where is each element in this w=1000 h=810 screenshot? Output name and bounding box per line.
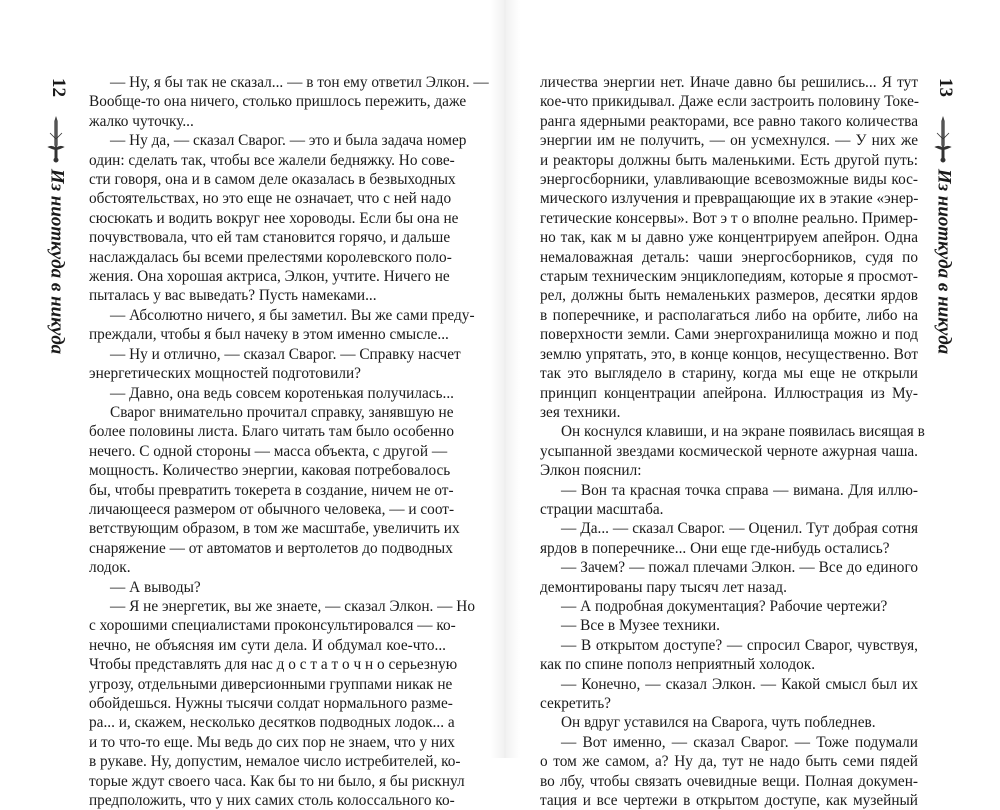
text-line: гетические консервы». Вот э т о вполне реально. Пример- [540, 209, 918, 227]
text-line: предположить, что у них самих столь колоссального ко- [89, 792, 455, 810]
text-line: личества энергии нет. Иначе давно бы решились... Я тут [540, 74, 918, 91]
text-line: и то что-то еще. Мы ведь до сих пор не знаем, что у них [89, 733, 455, 751]
text-line: — Ну да, — сказал Сварог. — это и была задача номер [110, 132, 467, 150]
text-line: — Зачем? — пожал плечами Элкон. — Все до единого [561, 559, 918, 577]
text-line: — Давно, она ведь совсем коротенькая получилась... [110, 384, 454, 402]
text-line: личающееся размером от обычного человека, — и соот- [89, 500, 455, 518]
text-line: — А подробная документация? Рабочие чертежи? [561, 597, 888, 615]
text-line: сти говоря, она и в самом деле оказалась в безвыходных [89, 171, 456, 189]
text-line: лодок. [89, 559, 131, 577]
text-line: почувствовала, что ей там становится горячо, и дальше [89, 229, 451, 247]
text-line: Сварог внимательно прочитал справку, занявшую не [110, 403, 454, 421]
text-line: кое-что прикидывал. Даже если застроить половину Токе- [540, 93, 919, 111]
text-line: обойдешься. Нужны тысячи солдат нормального разме- [89, 695, 453, 712]
text-line: тация и все чертежи в открытом доступе, как музейный [540, 792, 918, 810]
text-line: один: сделать так, чтобы все жалели бедняжку. Но сове- [89, 151, 455, 169]
text-line: ярдов в поперечнике... Они еще где-нибудь остались? [540, 539, 890, 557]
text-line: рел, должны быть немаленьких размеров, десятки ярдов [540, 287, 918, 305]
right-page-number: 13 [935, 78, 956, 97]
text-line: — Абсолютно ничего, я бы заметил. Вы же сами преду- [110, 306, 475, 324]
text-line: о том же самом, а? Ну да, тут не надо быть семи пядей [540, 753, 918, 771]
text-line: зея техники. [540, 403, 621, 421]
text-line: страции масштаба. [540, 500, 664, 518]
text-line: энергии им не получить, — он усмехнулся. — У них же [540, 132, 918, 150]
text-line: нечего. С одной стороны — масса объекта, с другой — [89, 442, 448, 460]
text-line: пыталась у вас выведать? Пусть намеками... [89, 287, 377, 305]
left-running-head: Из ниоткуда в никуда [46, 168, 68, 355]
gutter-shadow [490, 0, 520, 758]
text-line: бы, чтобы превратить токерета в создание, ничем не от- [89, 481, 454, 499]
text-line: энергосборники, улавливающие всевозможные виды кос- [540, 171, 918, 189]
text-line: секретить? [540, 695, 611, 712]
left-page-text [89, 73, 489, 810]
text-line: снаряжение — от автоматов и вертолетов до подводных [89, 539, 453, 557]
text-line: мощность. Количество энергии, каковая потребовалось [89, 462, 451, 480]
text-line: обстоятельствах, но это еще не означает, что с ней надо [89, 190, 452, 208]
text-line: — Все в Музее техники. [561, 617, 721, 635]
text-line: землю упрятать, это, в конце концов, несущественно. Вот [540, 345, 918, 363]
text-line: Элкон пояснил: [540, 462, 642, 480]
text-line: торые ждут своего часа. Как бы то ни было, я бы рискнул [89, 772, 465, 790]
text-line: так это выглядело в старину, когда мы еще не открыли [540, 365, 918, 383]
text-line: — Я не энергетик, вы же знаете, — сказал Элкон. — Но [110, 597, 475, 615]
text-line: Он коснулся клавиши, и на экране появилась висящая в [561, 423, 925, 441]
text-line: жения. Она хорошая актриса, Элкон, учтите. Ничего не [89, 268, 450, 286]
text-line: усыпанной звездами космической черноте ажурная чаша. [540, 442, 918, 460]
text-line: с хорошими специалистами проконсультировался — ко- [89, 617, 456, 635]
text-line: принцип концентрации апейрона. Иллюстрация из Му- [540, 384, 918, 402]
text-line: Вообще-то она ничего, столько пришлось пережить, даже [89, 93, 467, 111]
text-line: сюсюкать и водить вокруг нее хороводы. Если бы она не [89, 209, 459, 227]
text-line: — Ну, я бы так не сказал... — в тон ему ответил Элкон. — [110, 74, 489, 91]
text-line: демонтированы пару тысяч лет назад. [540, 578, 787, 596]
right-page-text [540, 73, 925, 810]
text-line: нечно, не объясняя им сути дела. И обдумал кое-что... [89, 636, 446, 654]
text-line: ра... и, скажем, несколько десятков подводных лодок... а [89, 714, 455, 732]
text-line: — Вон та красная точка справа — вимана. Для иллю- [561, 481, 918, 499]
right-sword-ornament-icon [932, 115, 954, 163]
text-line: но так, как м ы давно уже концентрируем апейрон. Одна [540, 229, 918, 247]
text-line: более половины листа. Благо читать там было особенно [89, 423, 454, 441]
text-line: — А выводы? [110, 578, 201, 596]
text-line: во лбу, чтобы связать очевидные вещи. Полная докумен- [540, 772, 918, 790]
text-line: — Ну и отлично, — сказал Сварог. — Справку насчет [110, 345, 461, 363]
text-line: наслаждалась бы всеми прелестями королевского поло- [89, 248, 452, 266]
text-line: — В открытом доступе? — спросил Сварог, чувствуя, [561, 636, 918, 654]
text-line: угрозу, отдельными диверсионными группами никак не [89, 675, 453, 693]
text-line: жалко чуточку... [89, 112, 194, 130]
right-running-head: Из ниоткуда в никуда [933, 168, 955, 355]
text-line: поверхности земли. Сами энергохранилища можно и под [540, 326, 918, 344]
text-line: ветствующим образом, в том же масштабе, увеличить их [89, 520, 460, 538]
text-line: — Конечно, — сказал Элкон. — Какой смысл был их [561, 675, 918, 693]
left-page-number: 12 [48, 78, 69, 97]
left-sword-ornament-icon [45, 115, 67, 163]
text-line: ранга ядерными реакторами, все равно такого количества [540, 112, 918, 130]
text-line: мического излучения и превращающие их в этакие «энер- [540, 190, 919, 208]
text-line: немаловажная деталь: чаши энергосборников, судя по [540, 248, 918, 266]
text-line: — Вот именно, — сказал Сварог. — Тоже подумали [561, 733, 918, 751]
text-line: Он вдруг уставился на Сварога, чуть побледнев. [561, 714, 876, 732]
text-line: энергетических мощностей подготовили? [89, 365, 361, 383]
text-line: как по спине пополз неприятный холодок. [540, 656, 816, 674]
text-line: — Да... — сказал Сварог. — Оценил. Тут добрая сотня [561, 520, 918, 538]
text-line: старым техническим энциклопедиям, которые я просмот- [540, 268, 918, 286]
text-line: преждали, чтобы я был начеку в этом именно смысле... [89, 326, 449, 344]
text-line: в рукаве. Ну, допустим, немалое число истребителей, ко- [89, 753, 461, 771]
text-line: Чтобы представлять для нас д о с т а т о ч н о серьезную [89, 656, 458, 674]
text-line: в поперечнике, и располагаться либо на орбите, либо на [540, 306, 918, 324]
text-line: и реакторы должны быть маленькими. Есть другой путь: [540, 151, 918, 169]
